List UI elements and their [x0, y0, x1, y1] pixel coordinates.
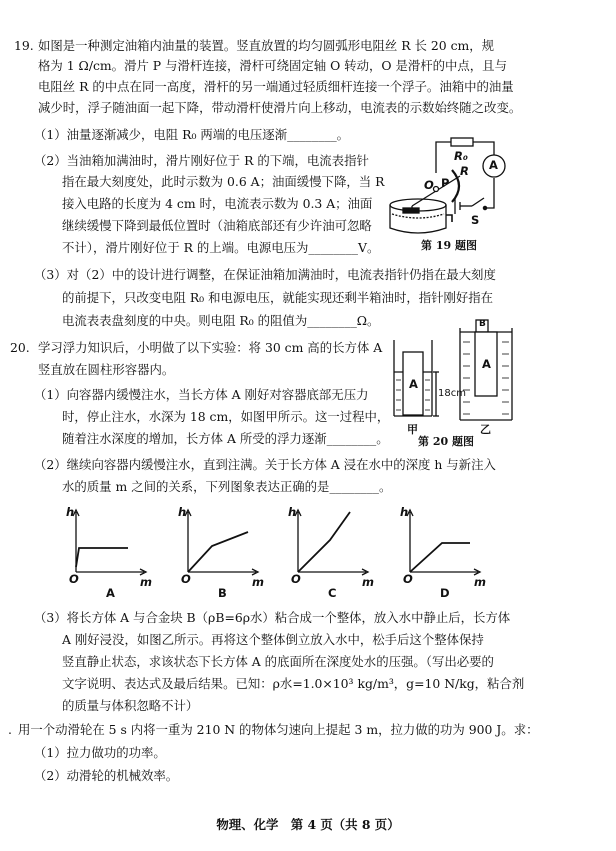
q19-label-r: R: [460, 164, 469, 178]
q19-sub3-line-2: 的前提下，只改变电阻 R₀ 和电源电压，就能实现还剩半箱油时，指针刚好指在: [62, 290, 494, 305]
graph-d: [407, 510, 480, 575]
q19-line-2: 格为 1 Ω/cm。滑片 P 与滑杆连接，滑杆可绕固定轴 O 转动，O 是滑杆的中点，且与: [38, 58, 507, 73]
q19-sub1: （1）油量逐渐减少，电阻 R₀ 两端的电压逐渐________。: [34, 127, 350, 142]
q20-sub1-line-1: （1）向容器内缓慢注水，当长方体 A 刚好对容器底部无压力: [34, 387, 369, 402]
graph-b-origin: O: [181, 572, 191, 586]
q21-sub1: （1）拉力做功的功率。: [34, 745, 166, 760]
q19-sub2-line-5: 不计），滑片刚好位于 R 的上端。电源电压为________V。: [62, 240, 380, 255]
graph-a: [73, 510, 146, 575]
q20-label-depth: 18cm: [438, 388, 466, 399]
graph-a-axis-m: m: [140, 575, 152, 589]
q19-label-p: P: [441, 176, 450, 190]
q20-label-yi: 乙: [480, 423, 491, 436]
page-footer: 物理、化学 第 4 页（共 8 页）: [216, 817, 400, 832]
graph-d-option: D: [440, 586, 450, 600]
q20-sub3-line-4: 文字说明、表达式及最后结果。已知：ρ水=1.0×10³ kg/m³，g=10 N/kg，粘合剂: [62, 676, 525, 691]
q19-sub3-line-1: （3）对（2）中的设计进行调整，在保证油箱加满油时，电流表指针仍指在最大刻度: [34, 267, 496, 282]
q19-label-ammeter: A: [489, 158, 498, 172]
q20-sub3-line-3: 竖直静止状态，求该状态下长方体 A 的底面所在深度处水的压强。（写出必要的: [62, 654, 494, 669]
q19-sub2-line-4: 继续缓慢下降到最低位置时（油箱底部还有少许油可忽略: [62, 218, 372, 233]
graph-c-axis-m: m: [362, 575, 374, 589]
graph-c-option: C: [328, 586, 337, 600]
q19-line-4: 减少时，浮子随油面一起下降，带动滑杆使滑片向上移动，电流表的示数始终随之改变。: [38, 100, 522, 115]
q21-number: .: [8, 722, 12, 737]
q20-line-1: 学习浮力知识后，小明做了以下实验：将 30 cm 高的长方体 A: [38, 340, 383, 355]
q20-sub2-line-1: （2）继续向容器内缓慢注水，直到注满。关于长方体 A 浸在水中的深度 h 与新注入: [34, 457, 496, 472]
q20-number: 20.: [10, 340, 30, 355]
graph-a-origin: O: [69, 572, 79, 586]
q19-sub2-line-1: （2）当油箱加满油时，滑片刚好位于 R 的下端，电流表指针: [34, 153, 369, 168]
graph-b-axis-h: h: [178, 505, 187, 519]
q20-sub2-line-2: 水的质量 m 之间的关系，下列图象表达正确的是________。: [62, 479, 392, 494]
graph-c-axis-h: h: [288, 505, 297, 519]
graph-c-origin: O: [291, 572, 301, 586]
q20-label-a-jia: A: [409, 377, 418, 391]
q20-sub3-line-2: A 刚好浸没，如图乙所示。再将这个整体倒立放入水中，松手后这个整体保持: [62, 632, 484, 647]
graph-d-axis-h: h: [400, 505, 409, 519]
q20-sub1-line-2: 时，停止注水，水深为 18 cm，如图甲所示。这一过程中，: [62, 409, 390, 424]
graph-c: [295, 510, 368, 575]
q20-label-b: B: [479, 319, 486, 329]
q19-label-s: S: [471, 213, 480, 227]
q19-number: 19.: [14, 38, 34, 53]
q21-sub2: （2）动滑轮的机械效率。: [34, 768, 179, 783]
q20-label-a-yi: A: [482, 357, 491, 371]
q20-sub1-line-3: 随着注水深度的增加，长方体 A 所受的浮力逐渐________。: [62, 431, 389, 446]
q19-line-3: 电阻丝 R 的中点在同一高度，滑杆的另一端通过轻质细杆连接一个浮子。油箱中的油量: [38, 79, 514, 94]
graph-d-origin: O: [403, 572, 413, 586]
q20-line-2: 竖直放在圆柱形容器内。: [38, 362, 175, 377]
q20-figure-caption: 第 20 题图: [418, 435, 474, 448]
q19-sub2-line-3: 接入电路的长度为 4 cm 时，电流表示数为 0.3 A；油面: [62, 196, 373, 211]
q19-sub2-line-2: 指在最大刻度处，此时示数为 0.6 A；油面缓慢下降，当 R: [62, 174, 385, 189]
q20-sub3-line-5: 的质量与体积忽略不计）: [62, 698, 199, 713]
graph-b: [185, 510, 258, 575]
q19-label-r0: R₀: [454, 149, 468, 163]
q20-label-jia: 甲: [407, 423, 418, 436]
graph-b-axis-m: m: [252, 575, 264, 589]
graph-d-axis-m: m: [474, 575, 486, 589]
graph-a-option: A: [106, 586, 115, 600]
q21-line: 用一个动滑轮在 5 s 内将一重为 210 N 的物体匀速向上提起 3 m，拉力做的功为 900 J。求：: [18, 722, 539, 737]
q19-label-o: O: [424, 178, 434, 192]
graph-a-axis-h: h: [66, 505, 75, 519]
q19-sub3-line-3: 电流表表盘刻度的中央。则电阻 R₀ 的阻值为________Ω。: [62, 313, 380, 328]
q19-figure-caption: 第 19 题图: [421, 239, 477, 252]
q19-line-1: 如图是一种测定油箱内油量的装置。竖直放置的均匀圆弧形电阻丝 R 长 20 cm，规: [38, 38, 495, 53]
graph-b-option: B: [218, 586, 227, 600]
q20-sub3-line-1: （3）将长方体 A 与合金块 B（ρB=6ρ水）粘合成一个整体，放入水中静止后，长方体: [34, 610, 511, 625]
